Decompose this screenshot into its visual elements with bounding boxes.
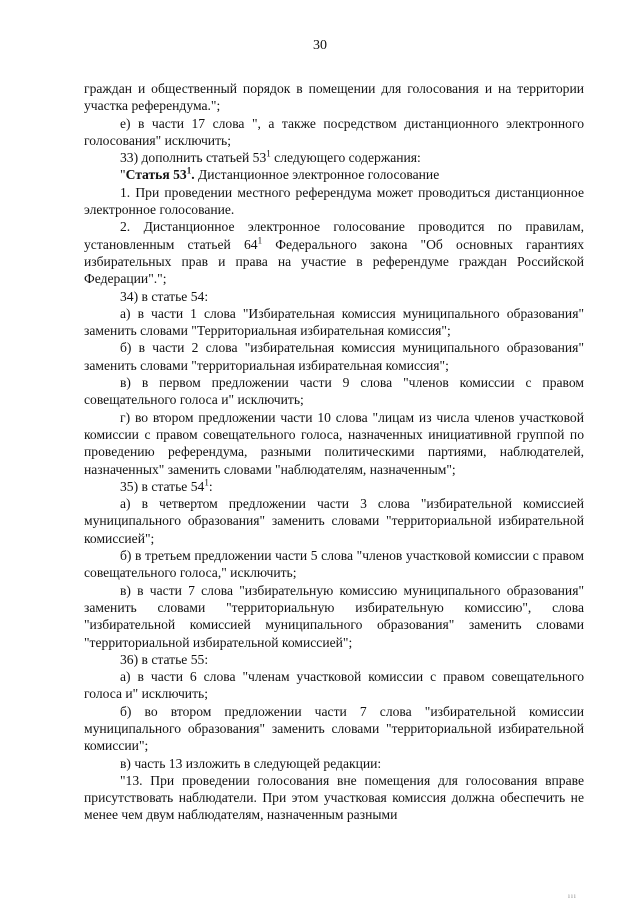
paragraph: 35) в статье $54^1$: xyxy=(120,477,213,494)
paragraph: в) в первом предложении части 9 слова "членов комиссии с правом совещательного голоса и" исключить; xyxy=(84,375,584,408)
scan-mark: ııı xyxy=(568,892,577,900)
page-number: 30 xyxy=(313,38,327,53)
article-title: Статья $53^1$. xyxy=(125,165,195,183)
paragraph: 36) в статье 55: xyxy=(120,651,209,667)
paragraph: г) во втором предложении части 10 слова "лицам из числа членов участковой комиссии с правом совещательного голоса, назначенных инициативной группой по проведению референдума, разными политическими партиями, наблюдателей, назначенных" заменить словами "наблюдателям, назначенным"; xyxy=(84,409,584,477)
paragraph: а) в части 6 слова "членам участковой комиссии с правом совещательного голоса и" исключить; xyxy=(84,669,584,702)
superscript: 1 xyxy=(266,148,271,159)
superscript: 1 xyxy=(204,477,209,488)
paragraph: 1. При проведении местного референдума может проводиться дистанционное электронное голосование. xyxy=(84,184,584,218)
article-heading: "Статья $53^1$. Дистанционное электронное голосование xyxy=(120,165,440,183)
paragraph: "13. При проведении голосования вне помещения для голосования вправе присутствовать наблюдатели. При этом участковая комиссия должна обеспечить не менее чем двум наблюдателям, назначенным разными xyxy=(84,772,584,823)
paragraph: граждан и общественный порядок в помещении для голосования и на территории участка референдума."; xyxy=(84,81,584,114)
paragraph: б) в части 2 слова "избирательная комиссия муниципального образования" заменить словами "территориальная избирательная комиссия"; xyxy=(84,340,584,373)
paragraph: е) в части 17 слова ", а также посредством дистанционного электронного голосования" исключить; xyxy=(84,115,584,148)
paragraph: а) в четвертом предложении части 3 слова "избирательной комиссией муниципального образования" заменить словами "территориальной избирательной комиссией"; xyxy=(84,496,584,546)
superscript: 1 xyxy=(257,235,263,246)
paragraph: б) во втором предложении части 7 слова "избирательной комиссии муниципального образования" заменить словами "территориальной избирательной комиссии"; xyxy=(84,703,584,754)
paragraph: 34) в статье 54: xyxy=(120,288,209,304)
paragraph: в) в части 7 слова "избирательную комиссию муниципального образования" заменить словами "территориальную избирательную комиссию", слова "избирательной комиссией муниципального образования" заменить словами "территориальной избирательной комиссией"; xyxy=(84,582,584,650)
paragraph: 33) дополнить статьей $53^1$ следующего содержания: xyxy=(120,148,421,166)
paragraph: а) в части 1 слова "Избирательная комиссия муниципального образования" заменить словами "Территориальная избирательная комиссия"; xyxy=(84,305,584,339)
paragraph: в) часть 13 изложить в следующей редакции: xyxy=(120,755,382,771)
paragraph: б) в третьем предложении части 5 слова "членов участковой комиссии с правом совещательного голоса," исключить; xyxy=(84,548,584,581)
paragraph: 2. Дистанционное электронное голосование проводится по правилам, установленным статьей $64^1$ Федерального закона "Об основных гарантиях избирательных прав и права на участие в референдуме граждан Российской Федерации"."; xyxy=(84,219,585,287)
document-body xyxy=(84,80,584,824)
